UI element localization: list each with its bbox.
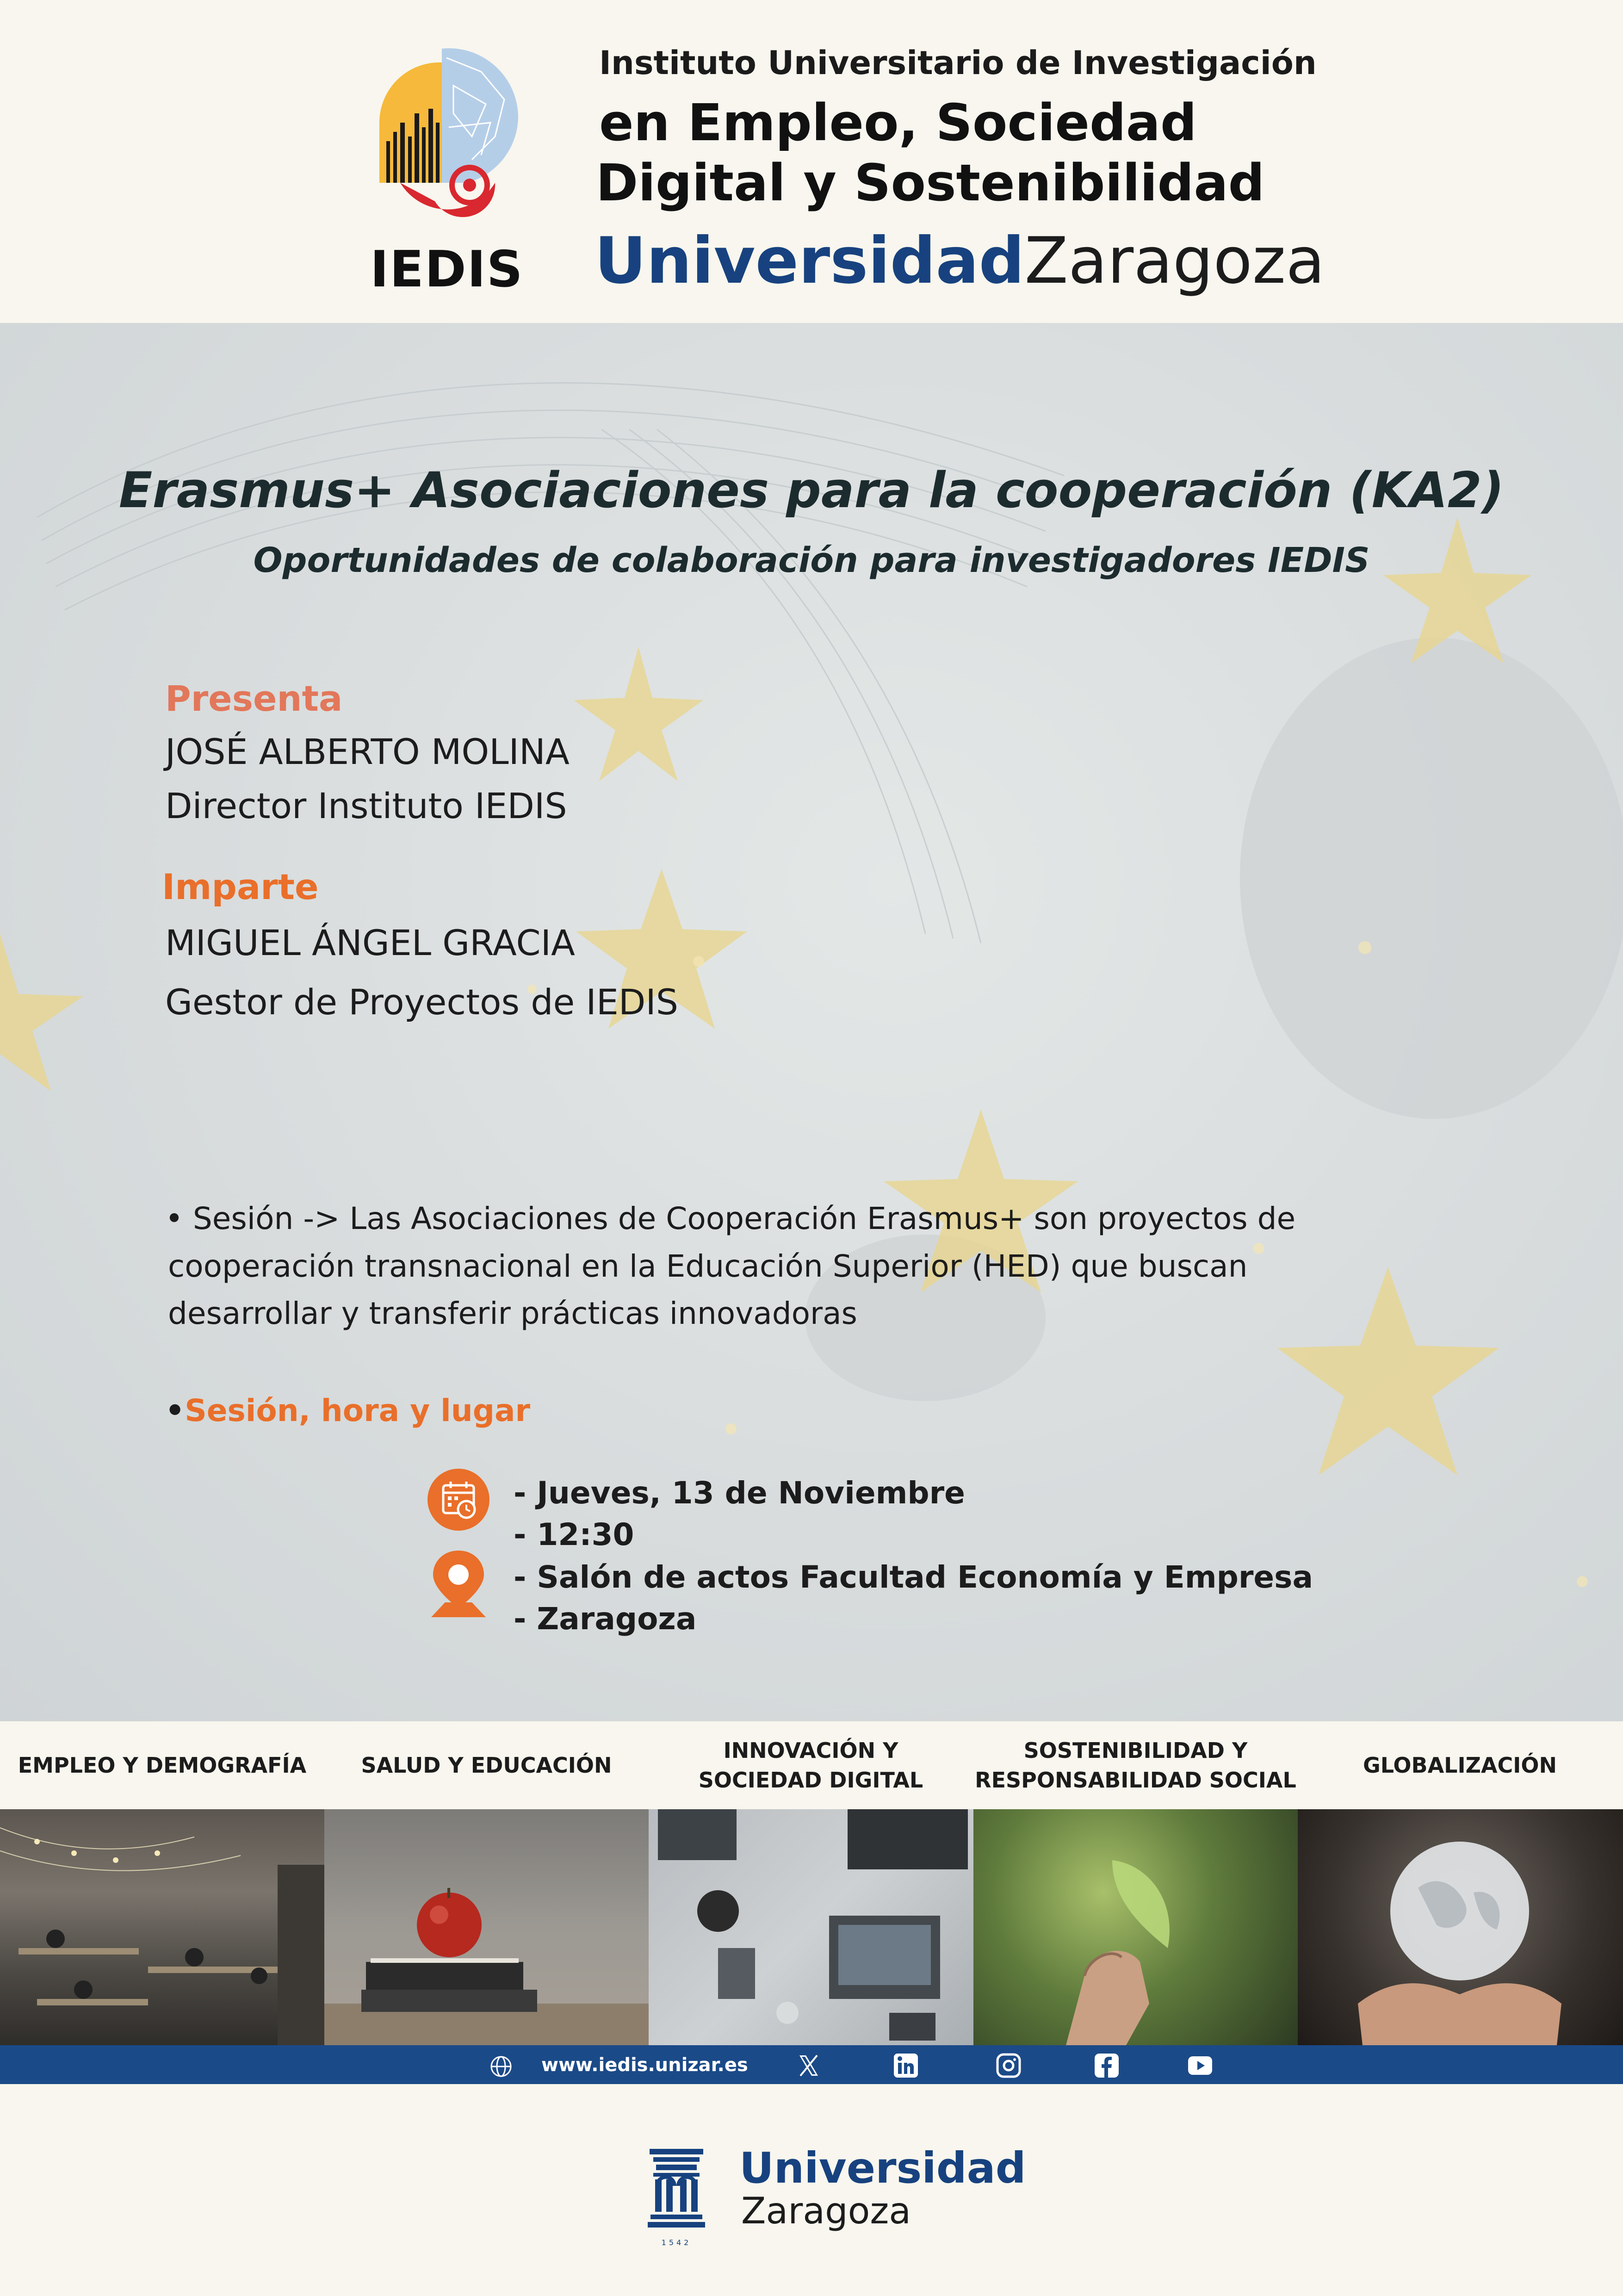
area-sustainability-social-responsibility	[973, 1721, 1298, 1809]
session-city: - Zaragoza	[514, 1601, 697, 1637]
iedis-logo	[365, 44, 518, 238]
location-pin-icon	[427, 1548, 490, 1622]
session-details-heading-text: Sesión, hora y lugar	[185, 1393, 531, 1428]
photo-coworking-office	[0, 1809, 324, 2045]
facebook-icon[interactable]	[1094, 2053, 1120, 2079]
photo-coworking-art	[0, 1809, 324, 2045]
presenter-name: JOSÉ ALBERTO MOLINA	[165, 731, 570, 772]
globe-icon[interactable]	[489, 2055, 513, 2078]
area-label-line-1: SOSTENIBILIDAD Y	[1023, 1738, 1248, 1763]
session-time: - 12:30	[514, 1517, 634, 1552]
session-place: - Salón de actos Facultad Economía y Empresa	[514, 1559, 1313, 1595]
institute-name-line-2: en Empleo, Sociedad	[599, 93, 1197, 152]
youtube-icon[interactable]	[1187, 2053, 1213, 2079]
university-header-city: Zaragoza	[1024, 223, 1325, 298]
event-title: Erasmus+ Asociaciones para la cooperación (KA2)	[118, 462, 1505, 519]
instructor-label: Imparte	[162, 866, 319, 907]
instructor-name: MIGUEL ÁNGEL GRACIA	[165, 922, 576, 963]
photo-laptops-art	[649, 1809, 973, 2045]
university-header-bold: Universidad	[595, 223, 1025, 298]
area-label-line-2: SOCIEDAD DIGITAL	[698, 1768, 923, 1793]
iedis-logo-text: IEDIS	[370, 241, 524, 298]
crest-year: 1542	[661, 2238, 692, 2247]
area-employment-demography	[0, 1721, 324, 1809]
instagram-icon[interactable]	[996, 2053, 1022, 2079]
session-description-line-2: cooperación transnacional en la Educación Superior (HED) que buscan	[168, 1248, 1248, 1284]
area-label-line-2: RESPONSABILIDAD SOCIAL	[975, 1768, 1296, 1793]
university-crest-icon	[647, 2147, 706, 2249]
area-innovation-digital-society	[649, 1721, 973, 1809]
calendar-icon	[427, 1468, 490, 1532]
bullet-icon: •	[165, 1393, 185, 1428]
event-subtitle: Oportunidades de colaboración para investigadores IEDIS	[253, 540, 1370, 580]
university-footer-name: Universidad	[739, 2143, 1026, 2193]
university-footer-city: Zaragoza	[741, 2191, 911, 2232]
session-description-line-1: • Sesión -> Las Asociaciones de Cooperación Erasmus+ son proyectos de	[165, 1201, 1296, 1236]
area-label: GLOBALIZACIÓN	[1363, 1752, 1557, 1778]
presenter-label: Presenta	[165, 678, 343, 719]
session-description-line-3: desarrollar y transferir prácticas innovadoras	[168, 1296, 857, 1331]
photo-hand-leaf	[973, 1809, 1298, 2045]
instructor-role: Gestor de Proyectos de IEDIS	[165, 981, 679, 1023]
area-label: EMPLEO Y DEMOGRAFÍA	[18, 1752, 307, 1778]
photo-strip	[0, 1809, 1623, 2045]
website-link[interactable]: www.iedis.unizar.es	[541, 2054, 748, 2076]
photo-laptops-desk	[649, 1809, 973, 2045]
session-details-heading	[165, 1393, 530, 1428]
linkedin-icon[interactable]	[893, 2053, 919, 2079]
university-header-logo	[595, 223, 1325, 298]
photo-hand-leaf-art	[973, 1809, 1298, 2045]
area-health-education	[324, 1721, 649, 1809]
presenter-role: Director Instituto IEDIS	[165, 785, 567, 826]
area-label-line-1: INNOVACIÓN Y	[723, 1738, 898, 1763]
institute-name-line-3: Digital y Sostenibilidad	[596, 153, 1265, 212]
area-label: SALUD Y EDUCACIÓN	[361, 1752, 612, 1778]
research-areas-bar	[0, 1721, 1623, 1809]
x-icon[interactable]	[796, 2053, 822, 2079]
photo-apple-books	[324, 1809, 649, 2045]
photo-globe-art	[1298, 1809, 1623, 2045]
photo-hands-globe	[1298, 1809, 1623, 2045]
session-date: - Jueves, 13 de Noviembre	[514, 1475, 965, 1511]
photo-apple-books-art	[324, 1809, 649, 2045]
institute-name-line-1: Instituto Universitario de Investigación	[599, 44, 1317, 82]
area-globalization	[1298, 1721, 1622, 1809]
